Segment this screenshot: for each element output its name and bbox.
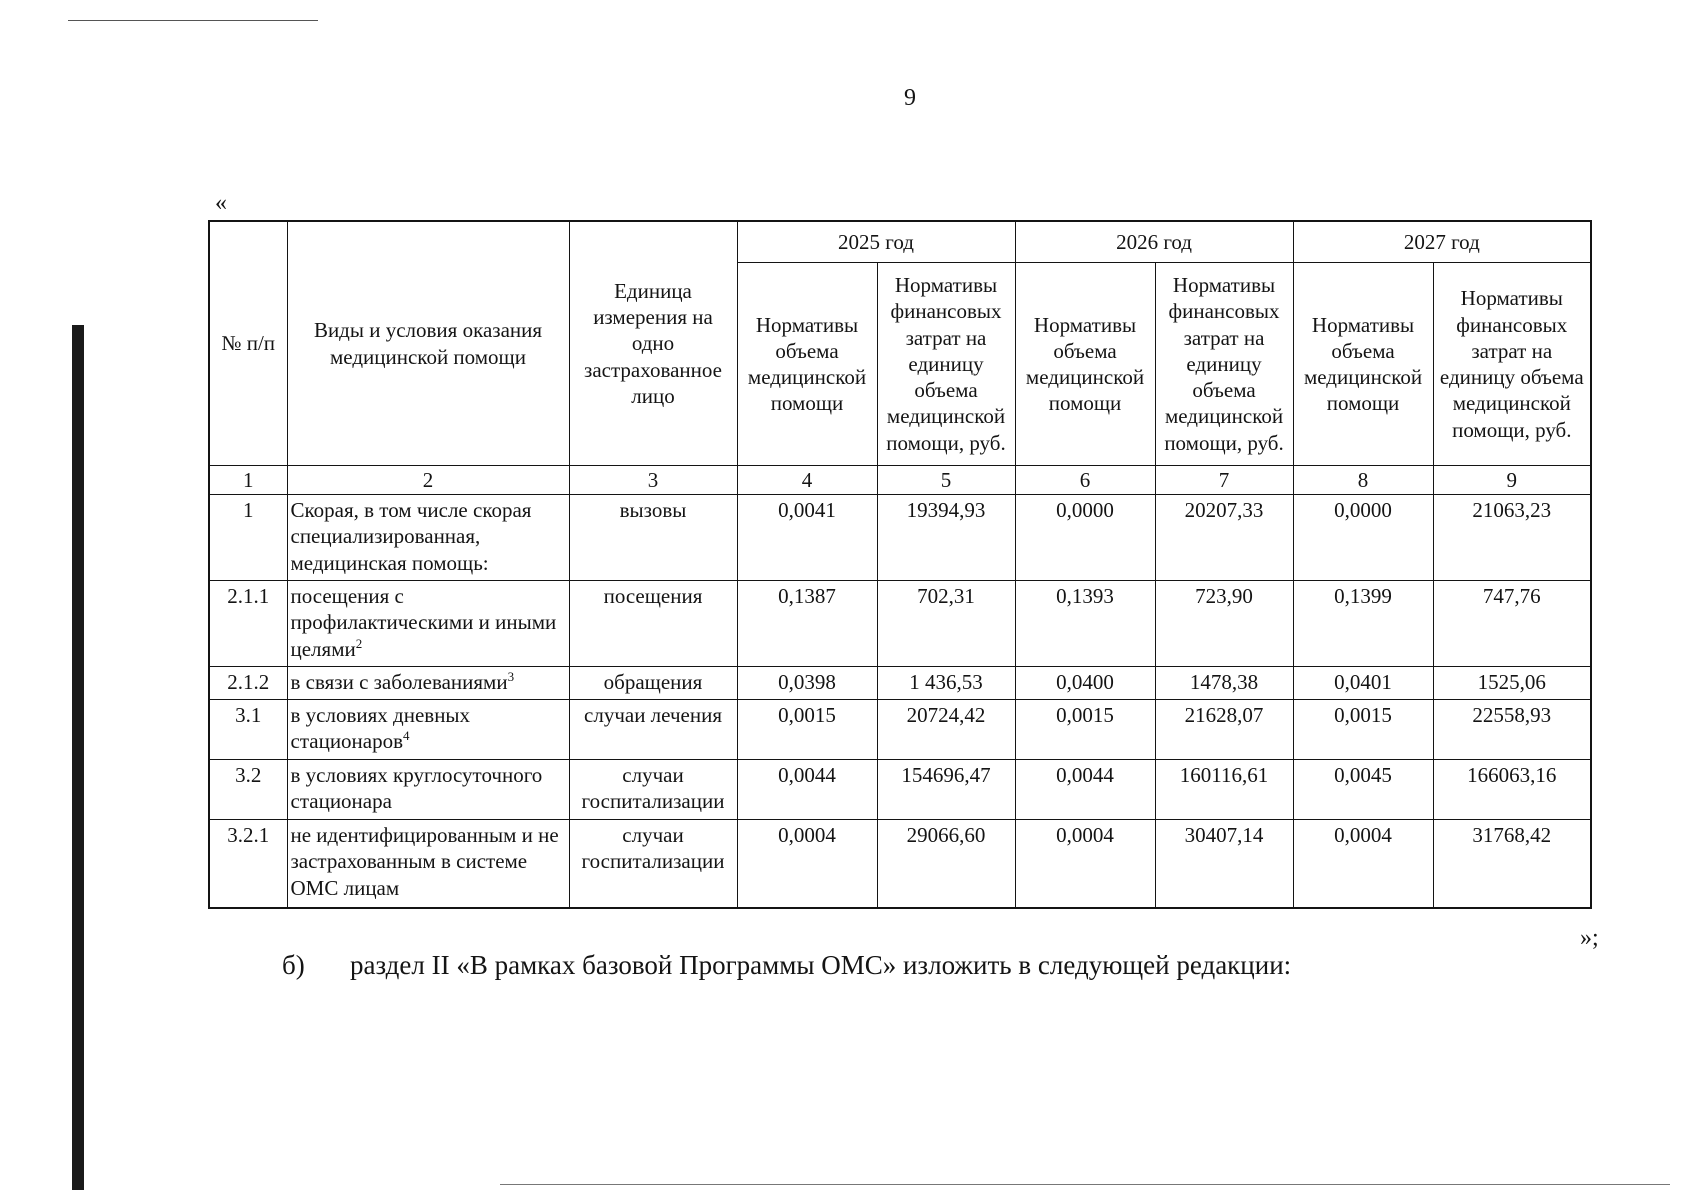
volume-norm-2025: 0,0041	[737, 495, 877, 581]
header-volume-norm-2025: Нормативы объема медицинской помощи	[737, 263, 877, 466]
footnote-marker: 2	[355, 635, 363, 651]
header-year-2025: 2025 год	[737, 221, 1015, 263]
table-row	[209, 820, 1591, 908]
unit-cell: случаи госпитализации	[569, 760, 737, 820]
column-number: 8	[1293, 466, 1433, 495]
volume-norm-2027: 0,0045	[1293, 760, 1433, 820]
header-cost-norm-2027: Нормативы финансовых затрат на единицу объема медицинской помощи, руб.	[1433, 263, 1591, 466]
column-number: 2	[287, 466, 569, 495]
header-number: № п/п	[209, 221, 287, 466]
scan-edge-line-top	[68, 20, 318, 21]
header-cost-norm-2026: Нормативы финансовых затрат на единицу объема медицинской помощи, руб.	[1155, 263, 1293, 466]
footnote-marker: 4	[403, 728, 410, 744]
volume-norm-2026: 0,0000	[1015, 495, 1155, 581]
care-type-cell	[287, 820, 569, 908]
header-care-type: Виды и условия оказания медицинской помощи	[287, 221, 569, 466]
cost-norm-2027: 22558,93	[1433, 700, 1591, 760]
volume-norm-2027: 0,0000	[1293, 495, 1433, 581]
cost-norm-2026: 160116,61	[1155, 760, 1293, 820]
row-number: 3.1	[209, 700, 287, 760]
footnote-marker: 3	[507, 669, 515, 684]
volume-norm-2027: 0,0004	[1293, 820, 1433, 908]
volume-norm-2025: 0,0398	[737, 667, 877, 700]
row-number: 2.1.2	[209, 667, 287, 700]
page-number: 9	[904, 85, 916, 111]
cost-norm-2026: 723,90	[1155, 581, 1293, 667]
column-number: 7	[1155, 466, 1293, 495]
column-number: 9	[1433, 466, 1591, 495]
cost-norm-2025: 1 436,53	[877, 667, 1015, 700]
volume-norm-2025: 0,0004	[737, 820, 877, 908]
column-number-row	[209, 466, 1591, 495]
cost-norm-2026: 20207,33	[1155, 495, 1293, 581]
edit-item-marker: б)	[282, 950, 305, 980]
header-volume-norm-2027: Нормативы объема медицинской помощи	[1293, 263, 1433, 466]
volume-norm-2027: 0,1399	[1293, 581, 1433, 667]
scan-edge-line-bottom	[500, 1184, 1670, 1185]
care-type-text: в условиях дневных стационаров	[290, 703, 471, 754]
column-number: 1	[209, 466, 287, 495]
volume-norm-2026: 0,0400	[1015, 667, 1155, 700]
cost-norm-2025: 20724,42	[877, 700, 1015, 760]
care-type-cell	[287, 760, 569, 820]
table-row	[209, 700, 1591, 760]
care-type-text: Скорая, в том числе скорая специализированная, медицинская помощь:	[290, 498, 532, 575]
volume-norm-2027: 0,0401	[1293, 667, 1433, 700]
table-row	[209, 760, 1591, 820]
cost-norm-2027: 747,76	[1433, 581, 1591, 667]
cost-norm-2027: 21063,23	[1433, 495, 1591, 581]
header-volume-norm-2026: Нормативы объема медицинской помощи	[1015, 263, 1155, 466]
care-type-text: посещения с профилактическими и иными целями	[290, 584, 557, 661]
row-number: 1	[209, 495, 287, 581]
cost-norm-2027: 31768,42	[1433, 820, 1591, 908]
column-number: 5	[877, 466, 1015, 495]
header-year-2026: 2026 год	[1015, 221, 1293, 263]
unit-cell: обращения	[569, 667, 737, 700]
volume-norm-2026: 0,0044	[1015, 760, 1155, 820]
volume-norm-2027: 0,0015	[1293, 700, 1433, 760]
edit-instruction	[282, 950, 1291, 981]
cost-norm-2025: 702,31	[877, 581, 1015, 667]
volume-norm-2025: 0,0015	[737, 700, 877, 760]
care-type-cell	[287, 700, 569, 760]
cost-norm-2025: 19394,93	[877, 495, 1015, 581]
cost-norm-2025: 154696,47	[877, 760, 1015, 820]
table-row	[209, 667, 1591, 700]
row-number: 3.2.1	[209, 820, 287, 908]
unit-cell: вызовы	[569, 495, 737, 581]
care-type-cell	[287, 667, 569, 700]
header-year-2027: 2027 год	[1293, 221, 1591, 263]
care-type-text: в условиях круглосуточного стационара	[290, 763, 543, 814]
volume-norm-2025: 0,1387	[737, 581, 877, 667]
unit-cell: случаи лечения	[569, 700, 737, 760]
unit-cell: посещения	[569, 581, 737, 667]
table-row	[209, 495, 1591, 581]
cost-norm-2026: 1478,38	[1155, 667, 1293, 700]
volume-norm-2026: 0,1393	[1015, 581, 1155, 667]
cost-norm-2026: 30407,14	[1155, 820, 1293, 908]
row-number: 3.2	[209, 760, 287, 820]
opening-quote-mark: «	[215, 190, 227, 216]
cost-norm-2026: 21628,07	[1155, 700, 1293, 760]
column-number: 4	[737, 466, 877, 495]
medical-care-norms-table	[208, 220, 1592, 909]
volume-norm-2026: 0,0004	[1015, 820, 1155, 908]
volume-norm-2026: 0,0015	[1015, 700, 1155, 760]
care-type-text: в связи с заболеваниями	[290, 670, 508, 694]
care-type-text: не идентифицированным и не застрахованным в системе ОМС лицам	[290, 823, 559, 900]
unit-cell: случаи госпитализации	[569, 820, 737, 908]
cost-norm-2027: 166063,16	[1433, 760, 1591, 820]
scan-binding-bar	[72, 325, 84, 1190]
care-type-cell	[287, 581, 569, 667]
volume-norm-2025: 0,0044	[737, 760, 877, 820]
column-number: 6	[1015, 466, 1155, 495]
header-row-years	[209, 221, 1591, 263]
table-row	[209, 581, 1591, 667]
cost-norm-2025: 29066,60	[877, 820, 1015, 908]
edit-item-text: раздел II «В рамках базовой Программы ОМС» изложить в следующей редакции:	[350, 950, 1292, 980]
header-cost-norm-2025: Нормативы финансовых затрат на единицу объема медицинской помощи, руб.	[877, 263, 1015, 466]
care-type-cell	[287, 495, 569, 581]
header-unit: Единица измерения на одно застрахованное лицо	[569, 221, 737, 466]
row-number: 2.1.1	[209, 581, 287, 667]
column-number: 3	[569, 466, 737, 495]
cost-norm-2027: 1525,06	[1433, 667, 1591, 700]
closing-quote-mark: »;	[1580, 925, 1599, 951]
